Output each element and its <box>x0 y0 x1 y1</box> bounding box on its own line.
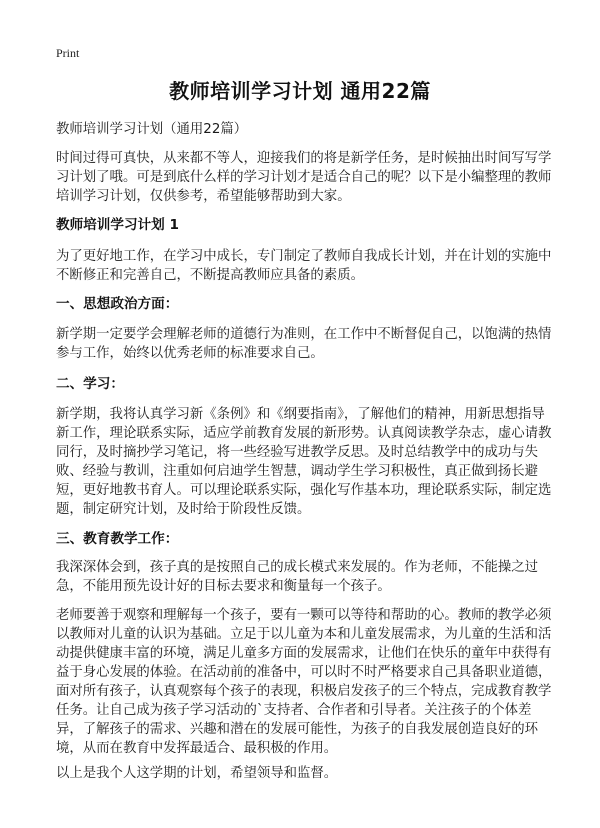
intro-paragraph: 时间过得可真快，从来都不等人，迎接我们的将是新学任务，是时候抽出时间写写学习计划了哦。可是到底什么样的学习计划才是适合自己的呢？以下是小编整理的教师培训学习计划，仅供参考，希望能够帮助到大家。 <box>56 151 552 204</box>
part-3-paragraph-2: 老师要善于观察和理解每一个孩子，要有一颗可以等待和帮助的心。教师的教学必须以教师对儿童的认识为基础。立足于以儿童为本和儿童发展需求，为儿童的生活和活动提供健康丰富的环境，满足儿童多方面的发展需求，让他们在快乐的童年中获得有益于身心发展的体验。在活动前的准备中，可以时不时严格要求自己具备职业道德，面对所有孩子，认真观察每个孩子的表现，积极启发孩子的三个特点，完成教育教学任务。让自己成为孩子学习活动的`支持者、合作者和引导者。关注孩子的个体差异，了解孩子的需求、兴趣和潜在的发展可能性，为孩子的自我发展创造良好的环境，从而在教育中发挥最适合、最积极的作用。 <box>56 608 552 756</box>
part-1-heading: 一、思想政治方面： <box>56 296 179 312</box>
part-2-heading: 二、学习： <box>56 376 124 392</box>
part-3-paragraph-1: 我深深体会到，孩子真的是按照自己的成长模式来发展的。作为老师，不能操之过急，不能用预先设计好的目标去要求和衡量每一个孩子。 <box>56 560 539 594</box>
part-2-paragraph: 新学期，我将认真学习新《条例》和《纲要指南》，了解他们的精神，用新思想指导新工作，理论联系实际，适应学前教育发展的新形势。认真阅读教学杂志，虚心请教同行，及时摘抄学习笔记，将一些经验写进教学反思。及时总结教学中的成功与失败、经验与教训，注重如何启迪学生智慧，调动学生学习积极性，真正做到扬长避短，更好地教书育人。可以理论联系实际，强化写作基本功，理论联系实际，制定选题，制定研究计划，及时给于阶段性反馈。 <box>56 407 552 517</box>
section-title: 教师培训学习计划 1 <box>56 217 179 233</box>
page-title: 教师培训学习计划 通用22篇 <box>169 79 431 103</box>
part-3-heading: 三、教育教学工作： <box>56 531 179 547</box>
print-link[interactable]: Print <box>56 46 80 60</box>
closing-paragraph: 以上是我个人这学期的计划，希望领导和监督。 <box>56 766 338 781</box>
document-subtitle: 教师培训学习计划（通用22篇） <box>56 122 248 137</box>
section-intro-paragraph: 为了更好地工作，在学习中成长，专门制定了教师自我成长计划，并在计划的实施中不断修正和完善自己，不断提高教师应具备的素质。 <box>56 249 552 283</box>
part-1-paragraph: 新学期一定要学会理解老师的道德行为准则，在工作中不断督促自己，以饱满的热情参与工作，始终以优秀老师的标准要求自己。 <box>56 327 552 361</box>
